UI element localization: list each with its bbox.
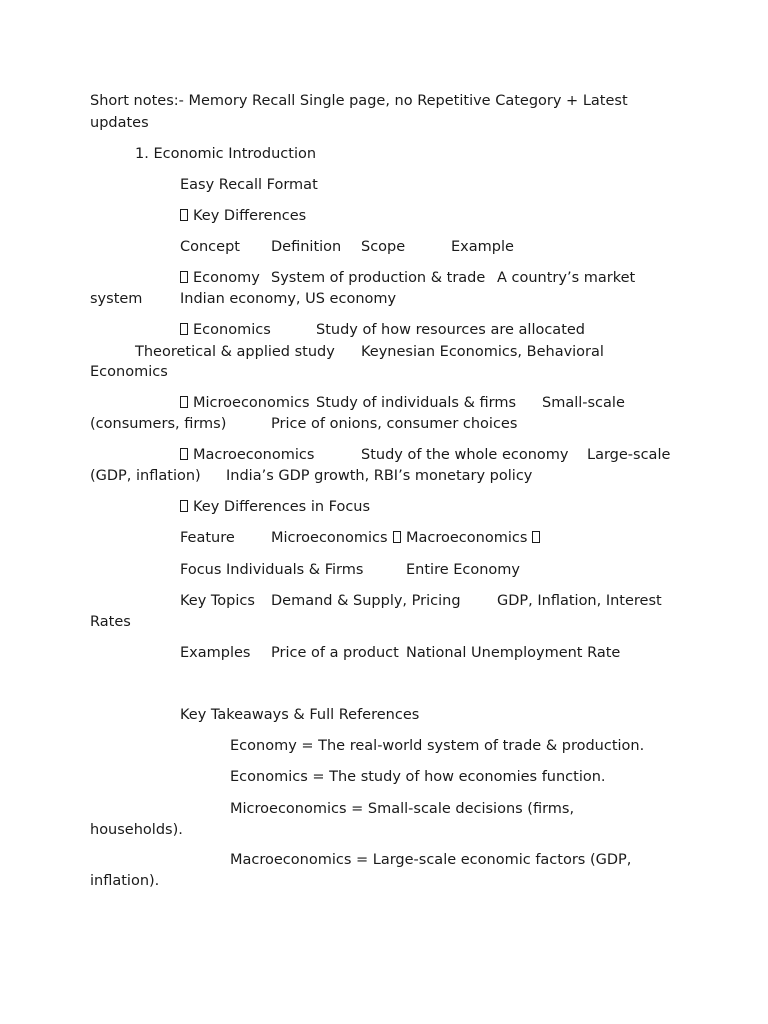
section-heading: 1. Economic Introduction [135,146,317,162]
takeaways-heading: Key Takeaways & Full References [180,707,420,723]
table2-row-focus-feature: Focus [180,562,222,578]
table1-row-micro-concept: Microeconomics [180,394,310,412]
missing-glyph-icon [180,323,188,335]
table2-row-examples-macro: National Unemployment Rate [406,645,621,661]
takeaway-item-micro: Microeconomics = Small-scale decisions (firms, [230,801,575,817]
table1-row-economics-definition: Study of how resources are allocated [316,322,586,338]
table1-row-micro-scope-cont: (consumers, firms) [90,416,227,432]
table1-row-macro-scope: Large-scale [587,447,671,463]
table1-row-micro-definition: Study of individuals & firms [316,395,517,411]
table1-row-micro-scope: Small-scale [542,395,625,411]
table2-row-topics-macro: GDP, Inflation, Interest [497,593,662,609]
table2-row-topics-feature: Key Topics [180,593,255,609]
notes-title-line2: updates [90,115,149,131]
table2-row-examples-feature: Examples [180,645,251,661]
missing-glyph-icon [180,396,188,408]
takeaway-item-economy: Economy = The real-world system of trade & production. [230,738,645,754]
table1-header-concept: Concept [180,239,240,255]
table2-row-examples-micro: Price of a product [271,645,399,661]
table1-row-macro-example: India’s GDP growth, RBI’s monetary policy [226,468,533,484]
table1-row-economics-scope: Theoretical & applied study [135,344,335,360]
missing-glyph-icon [180,448,188,460]
table1-row-economy-example: Indian economy, US economy [180,291,397,307]
table2-row-focus-micro: Individuals & Firms [226,562,364,578]
table2-header-feature: Feature [180,530,235,546]
missing-glyph-icon [393,531,401,543]
table2-row-topics-micro: Demand & Supply, Pricing [271,593,461,609]
focus-label: Key Differences in Focus [180,498,370,516]
table2-row-topics-macro-cont: Rates [90,614,131,630]
key-differences-label: Key Differences [180,207,306,225]
table1-row-macro-concept: Macroeconomics [180,446,314,464]
takeaway-item-micro-cont: households). [90,822,183,838]
table1-row-economics-example-cont: Economics [90,364,168,380]
table1-row-micro-example: Price of onions, consumer choices [271,416,518,432]
table1-row-economics-example: Keynesian Economics, Behavioral [361,344,604,360]
table2-header-micro: Microeconomics [271,529,401,547]
section-subheading: Easy Recall Format [180,177,318,193]
table1-row-economy-scope: A country’s market [497,270,636,286]
table1-row-economics-concept: Economics [180,321,271,339]
table1-row-macro-scope-cont: (GDP, inflation) [90,468,201,484]
takeaway-item-economics: Economics = The study of how economies function. [230,769,606,785]
notes-title-line1: Short notes:- Memory Recall Single page, no Repetitive Category + Latest [90,93,628,109]
takeaway-item-macro: Macroeconomics = Large-scale economic factors (GDP, [230,852,632,868]
table1-header-example: Example [451,239,514,255]
missing-glyph-icon [180,500,188,512]
missing-glyph-icon [532,531,540,543]
table1-row-macro-definition: Study of the whole economy [361,447,569,463]
table1-row-economy-concept: Economy [180,269,260,287]
takeaway-item-macro-cont: inflation). [90,873,160,889]
table1-row-economy-definition: System of production & trade [271,270,486,286]
table2-header-macro: Macroeconomics [406,529,540,547]
missing-glyph-icon [180,271,188,283]
table1-header-scope: Scope [361,239,406,255]
table1-header-definition: Definition [271,239,342,255]
table2-row-focus-macro: Entire Economy [406,562,521,578]
table1-row-economy-scope-cont: system [90,291,143,307]
missing-glyph-icon [180,209,188,221]
